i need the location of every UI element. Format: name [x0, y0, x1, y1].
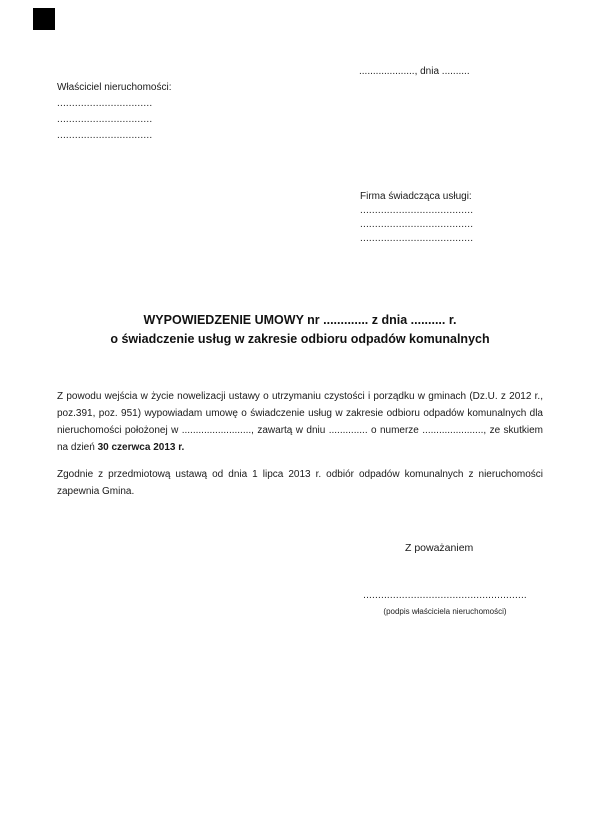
owner-fill-line-2: ................................	[57, 114, 153, 125]
title-line-2: o świadczenie usług w zakresie odbioru odpadów komunalnych	[110, 332, 490, 346]
company-fill-line-1: ......................................	[360, 205, 474, 216]
signature-line: .......................................................	[363, 590, 527, 601]
company-section	[360, 190, 473, 246]
document-title	[0, 311, 600, 349]
owner-fill-line-1: ................................	[57, 98, 153, 109]
company-fill-line-3: ......................................	[360, 233, 474, 244]
date-line: ...................., dnia ..........	[359, 66, 470, 77]
paragraph-1-line-2: poz.391, poz. 951) wypowiadam umowę o świadczenie usług w zakresie odbioru odpadów komunalnych dla	[57, 408, 543, 419]
termination-date: 30 czerwca 2013 r.	[97, 442, 185, 453]
signature-block	[360, 590, 530, 616]
company-label: Firma świadcząca usługi:	[360, 191, 472, 202]
owner-section	[57, 80, 171, 144]
signature-caption: (podpis właściciela nieruchomości)	[383, 607, 507, 616]
line-4-prefix: na dzień	[57, 442, 98, 453]
paragraph-2-line-1: Zgodnie z przedmiotową ustawą od dnia 1 lipca 2013 r. odbiór odpadów komunalnych z nieruchomości	[57, 469, 543, 480]
owner-fill-line-3: ................................	[57, 130, 153, 141]
owner-label: Właściciel nieruchomości:	[57, 82, 172, 93]
title-line-1: WYPOWIEDZENIE UMOWY nr ............. z dnia .......... r.	[143, 313, 457, 327]
company-fill-line-2: ......................................	[360, 219, 474, 230]
paragraph-1-line-1: Z powodu wejścia w życie nowelizacji ustawy o utrzymaniu czystości i porządku w gminach (Dz.U. z 2012 r.,	[57, 391, 543, 402]
closing-salutation: Z poważaniem	[405, 542, 474, 554]
paragraph-2-line-2: zapewnia Gmina.	[57, 486, 135, 497]
paragraph-1	[57, 388, 543, 456]
paragraph-2	[57, 466, 543, 500]
corner-mark	[33, 8, 55, 30]
paragraph-1-line-4	[57, 439, 543, 456]
paragraph-1-line-3: nieruchomości położonej w ........................., zawartą w dniu .............. o numerze ......................, ze skutkiem	[57, 425, 543, 436]
